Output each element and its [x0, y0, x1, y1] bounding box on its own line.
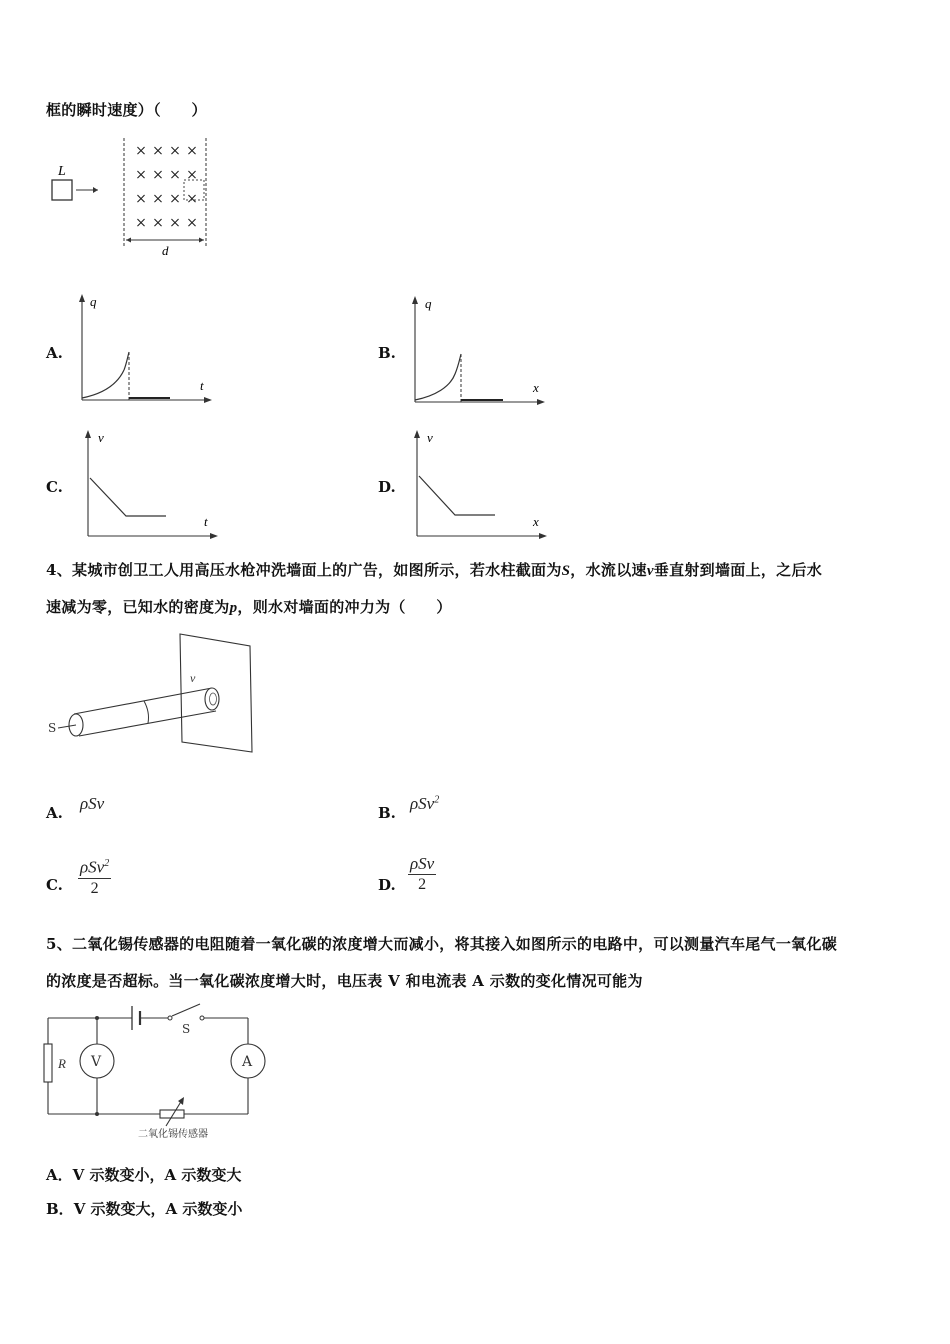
q4-option-b-formula: ρSv$^2$: [410, 794, 440, 813]
jet-bottom-edge: [79, 711, 216, 736]
svg-text:×: ×: [169, 143, 181, 159]
switch-label: S: [182, 1022, 191, 1036]
voltmeter-label: V: [91, 1054, 102, 1070]
graph-d-xlabel: x: [533, 514, 539, 529]
graph-a: [72, 290, 222, 410]
jet-top-edge: [74, 688, 212, 714]
sensor-label: 二氧化锡传感器: [138, 1129, 208, 1140]
graph-d-ylabel: v: [427, 430, 433, 445]
graph-c: [78, 426, 228, 546]
q5-text-line1: 5、二氧化锡传感器的电阻随着一氧化碳的浓度增大而减小，将其接入如图所示的电路中，可以测量汽车尾气一氧化碳: [46, 935, 838, 953]
switch-blade: [172, 1004, 200, 1016]
q5-option-a: A．V 示数变小，A 示数变大: [46, 1166, 242, 1184]
svg-text:×: ×: [169, 191, 181, 207]
v-label: v: [190, 671, 196, 685]
graph-a-xlabel: t: [200, 378, 204, 393]
q3-figure: [46, 143, 226, 258]
svg-text:×: ×: [152, 167, 164, 183]
svg-text:×: ×: [135, 191, 147, 207]
svg-text:×: ×: [186, 143, 198, 159]
graph-b-xlabel: x: [533, 380, 539, 395]
svg-text:×: ×: [135, 215, 147, 231]
field-crosses: [135, 143, 198, 231]
q4-option-d-formula: ρSv 2: [410, 854, 435, 893]
svg-text:×: ×: [152, 143, 164, 159]
graph-a-ylabel: q: [90, 294, 97, 309]
graph-b-curve: [415, 354, 461, 400]
svg-text:×: ×: [152, 215, 164, 231]
resistor-label: R: [58, 1056, 66, 1071]
q4-text-line1: 4、某城市创卫工人用高压水枪冲洗墙面上的广告，如图所示，若水柱截面为S，水流以速v垂直射到墙面上，之后水: [46, 561, 823, 579]
svg-text:×: ×: [186, 191, 198, 207]
svg-text:×: ×: [169, 215, 181, 231]
switch-contact-right: [200, 1016, 204, 1020]
graph-c-line: [90, 478, 166, 516]
q4-option-d-label: D.: [378, 876, 396, 894]
q4-option-a-label: A.: [46, 804, 63, 822]
q4-text-line2: 速减为零，已知水的密度为p，则水对墙面的冲力为（ ）: [46, 598, 452, 616]
graph-c-ylabel: v: [98, 430, 104, 445]
velocity-arrowhead: [93, 187, 98, 193]
graph-d-line: [419, 476, 495, 515]
q5-option-b: B．V 示数变大，A 示数变小: [46, 1200, 243, 1218]
graph-a-curve: [82, 370, 124, 398]
option-c-label: C.: [46, 478, 63, 496]
graph-c-xlabel: t: [204, 514, 208, 529]
svg-text:×: ×: [186, 215, 198, 231]
option-d-label: D.: [378, 478, 396, 496]
svg-text:×: ×: [152, 191, 164, 207]
ammeter-label: A: [242, 1054, 253, 1070]
graph-b: [405, 292, 555, 412]
switch-contact-left: [168, 1016, 172, 1020]
graph-b-ylabel: q: [425, 296, 432, 311]
svg-text:×: ×: [186, 167, 198, 183]
square-frame: [52, 180, 72, 200]
frame-label: L: [58, 164, 66, 179]
q3-text-tail: 框的瞬时速度）（ ）: [46, 101, 207, 119]
width-label: d: [162, 243, 169, 258]
q5-circuit: [40, 1002, 280, 1147]
option-a-label: A.: [46, 344, 63, 362]
svg-text:×: ×: [169, 167, 181, 183]
q4-option-c-label: C.: [46, 876, 63, 894]
q4-option-c-formula: ρSv$^2$ 2: [78, 854, 111, 899]
svg-text:×: ×: [135, 143, 147, 159]
svg-text:×: ×: [135, 167, 147, 183]
q5-text-line2: 的浓度是否超标。当一氧化碳浓度增大时，电压表 V 和电流表 A 示数的变化情况可能为: [46, 972, 643, 990]
jet-section-mark: [144, 701, 149, 723]
resistor-r: [44, 1044, 52, 1082]
q4-option-b-label: B.: [378, 804, 396, 822]
option-b-label: B.: [378, 344, 396, 362]
graph-d: [407, 426, 557, 546]
q4-figure: [46, 632, 266, 762]
q4-option-a-formula: ρSv: [80, 794, 105, 813]
s-label: S: [48, 721, 57, 735]
